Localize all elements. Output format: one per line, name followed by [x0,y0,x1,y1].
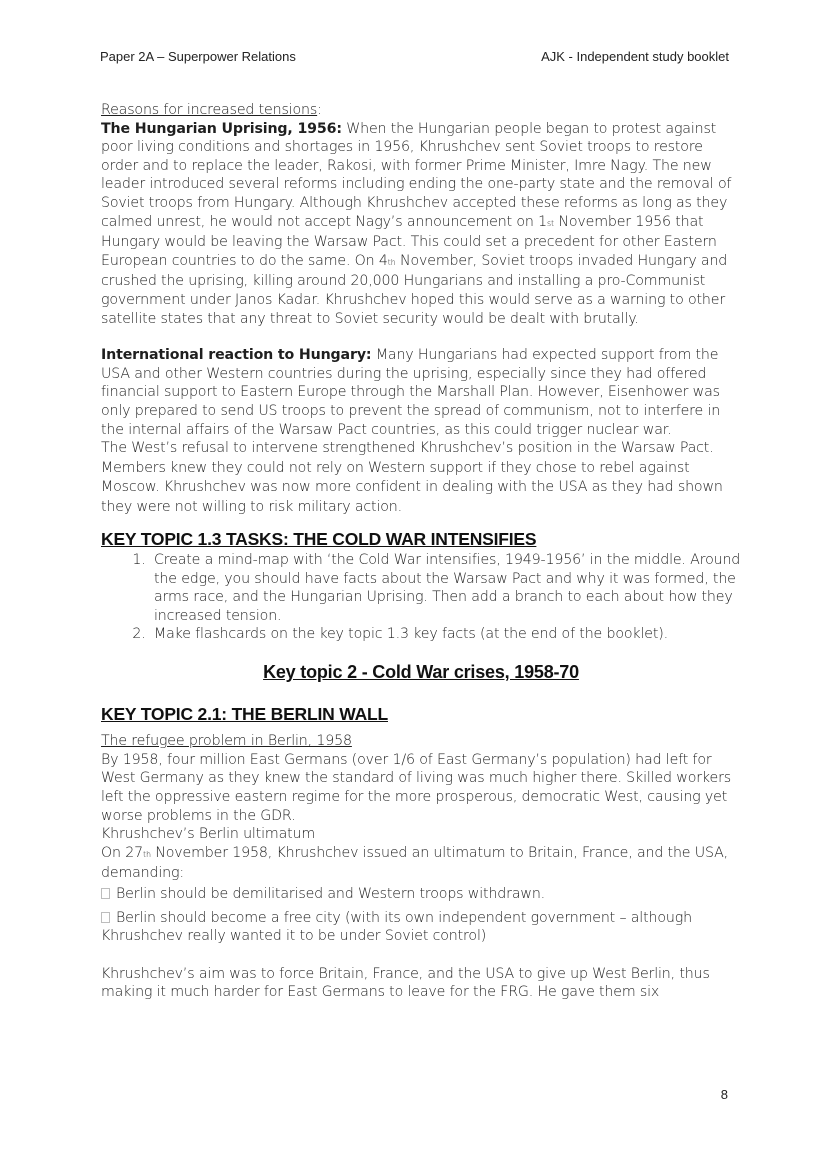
header-left-title: Paper 2A – Superpower Relations [100,49,296,64]
refugee-problem-paragraph: By 1958, four million East Germans (over 1/6 of East Germany’s population) had left for West Germany as they knew the standard of living was much higher there. Skilled workers left the oppressive eastern regime for the more prosperous, democratic West, causing yet worse problems in the GDR. [101,751,731,824]
demand-text: Berlin should be demilitarised and Western troops withdrawn. [116,885,546,902]
ultimatum-text-a: On 27 [101,844,143,861]
checkbox-bullet-icon [101,912,110,923]
spacer [101,328,741,346]
hungary-text-c: November, Soviet troops invaded Hungary and crushed the uprising, killing around 20,000 Hungarians and installing a pro-Communist government under Janos Kadar. Khrushchev hoped this would serve as a warning to other satellite states that any threat to Soviet security would be dealt with brutally. [101,252,728,327]
tasks-list [101,551,741,644]
berlin-ultimatum-heading: Khrushchev’s Berlin ultimatum [101,826,316,843]
demand-text: Berlin should become a free city (with its own independent government – although Khrushchev really wanted it to be under Soviet control) [101,909,692,945]
demand-bullet [101,909,741,946]
ultimatum-text-b: November 1958, Khrushchev issued an ultimatum to Britain, France, and the USA, demanding: [101,844,729,882]
checkbox-bullet-icon [101,888,110,899]
hungarian-uprising-paragraph [101,120,741,329]
spacer [101,946,741,965]
document-body [101,101,741,1002]
ordinal-th: th [387,257,396,267]
task-item: 1. Create a mind-map with ‘the Cold War intensifies, 1949-1956’ in the middle. Around the edge, you should have facts about the Warsaw Pact and why it was formed, the arms race, and the Hungarian Uprising. Then add a branch to each about how they increased tension. [150,551,741,625]
key-topic-1-3-tasks-heading: KEY TOPIC 1.3 TASKS: THE COLD WAR INTENSIFIES [101,529,537,550]
key-topic-2-1-heading: KEY TOPIC 2.1: THE BERLIN WALL [101,703,388,724]
reasons-heading: Reasons for increased tensions [101,102,318,118]
international-reaction-paragraph [101,346,741,439]
reasons-heading-line [101,101,741,120]
refugee-problem-heading: The refugee problem in Berlin, 1958 [101,733,352,750]
west-refusal-paragraph: The West’s refusal to intervene strengthened Khrushchev’s position in the Warsaw Pact. Members knew they could not rely on Western support if they chose to rebel against Moscow. Khrushchev was now more confident in dealing with the USA as they had shown they were not willing to risk military action. [101,440,723,515]
khrushchev-aim-paragraph: Khrushchev’s aim was to force Britain, France, and the USA to give up West Berlin, thus making it much harder for East Germans to leave for the FRG. He gave them six [101,965,710,1001]
ordinal-st: st [547,218,555,228]
task-item: 2. Make flashcards on the key topic 1.3 key facts (at the end of the booklet). [150,625,741,644]
international-reaction-title: International reaction to Hungary: [101,347,372,364]
hungarian-uprising-title: The Hungarian Uprising, 1956: [101,120,342,137]
key-topic-2-heading: Key topic 2 - Cold War crises, 1958-70 [263,662,579,683]
international-text: Many Hungarians had expected support from the USA and other Western countries during the uprising, especially since they had offered financial support to Eastern Europe through the Marshall Plan. However, Eisenhower was only prepared to send US troops to prevent the spread of communism, not to interfere in the internal affairs of the Warsaw Pact countries, as this could trigger nuclear war. [101,347,721,438]
header-right-title: AJK - Independent study booklet [541,49,729,64]
berlin-ultimatum-paragraph [101,844,741,883]
demand-bullet [101,885,741,904]
ordinal-th: th [142,849,151,859]
hungary-text-b: November 1956 that Hungary would be leaving the Warsaw Pact. This could set a precedent for other Eastern European countries to do the same. On 4 [101,213,717,269]
reasons-heading-colon: : [317,102,322,118]
page-number: 8 [720,1087,728,1102]
hungary-text-a: When the Hungarian people began to protest against poor living conditions and shortages in 1956, Khrushchev sent Soviet troops to restore order and to replace the leader, Rakosi, with former Prime Minister, Imre Nagy. The new leader introduced several reforms including ending the one-party state and the removal of Soviet troops from Hungary. Although Khrushchev accepted these reforms as long as they calmed unrest, he would not accept Nagy’s announcement on 1 [101,120,732,230]
